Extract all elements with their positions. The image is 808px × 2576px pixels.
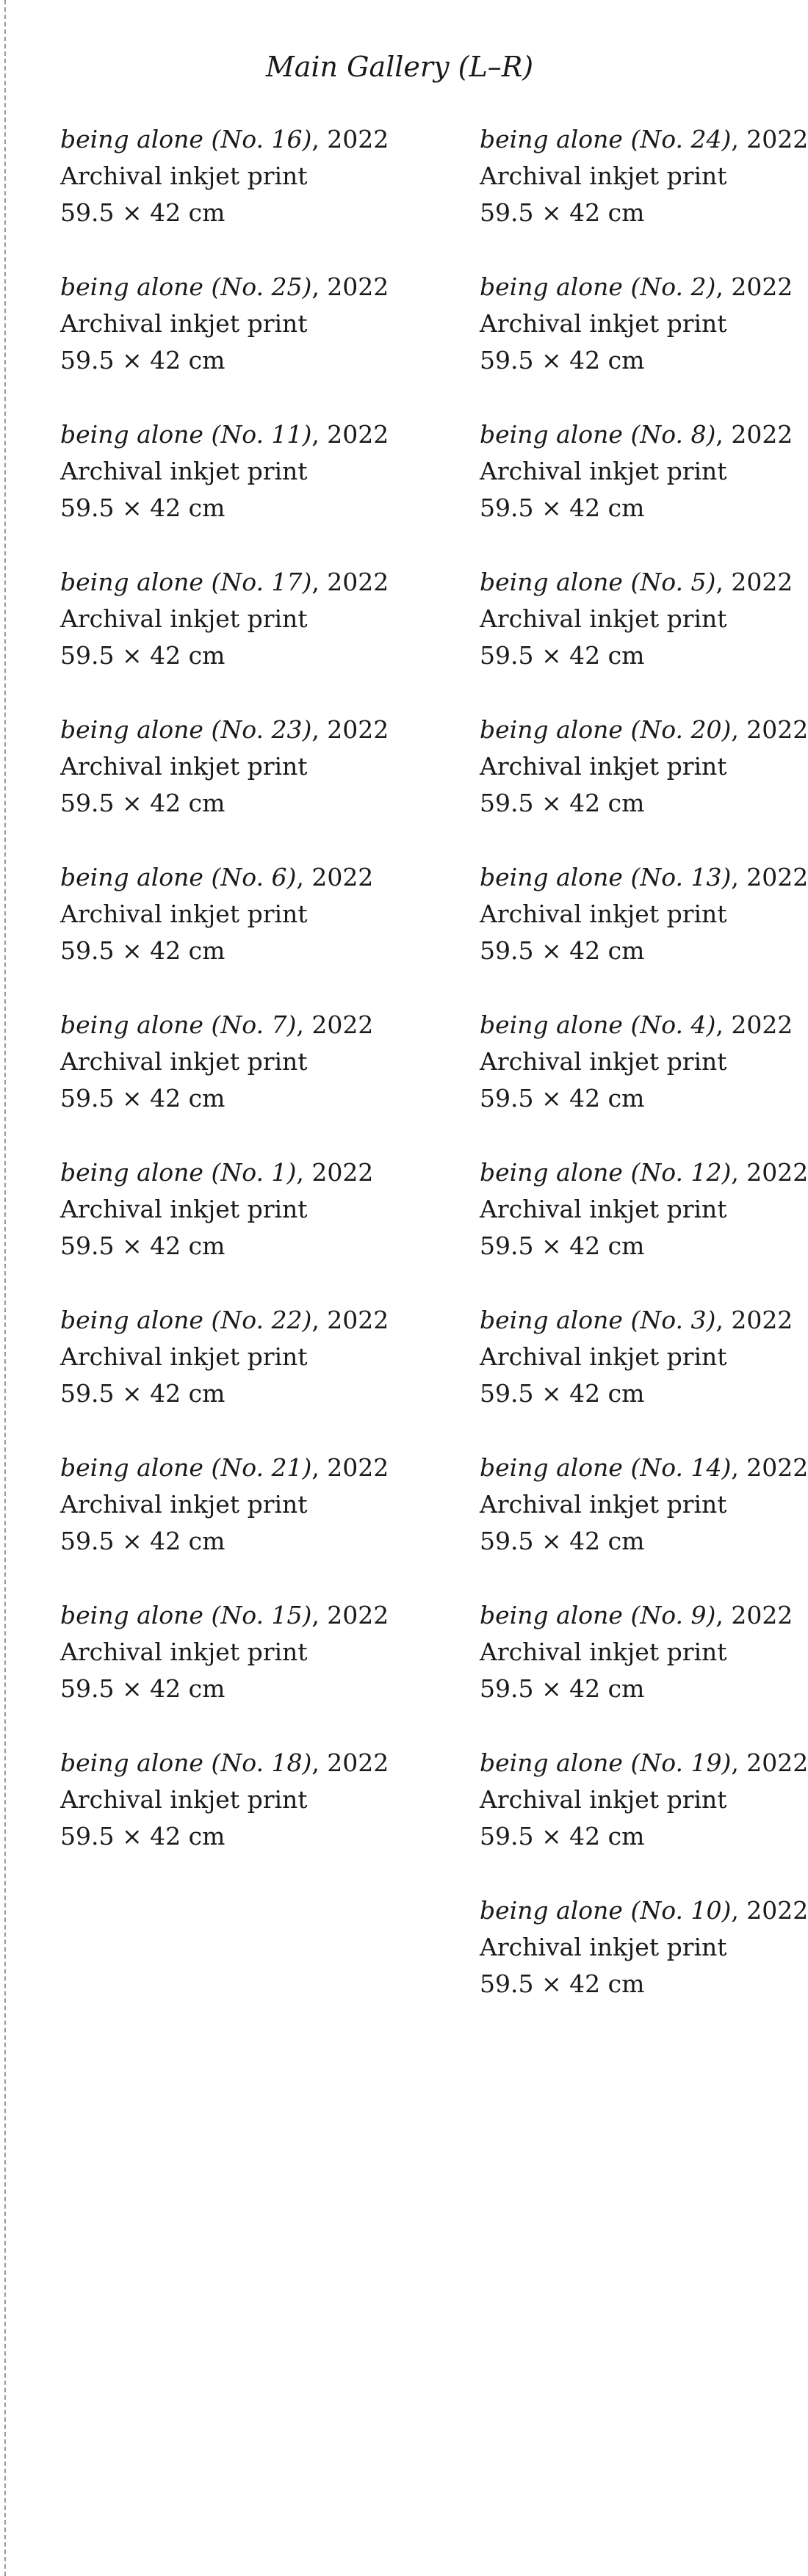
work-title-line bbox=[60, 1597, 480, 1634]
work-title-line bbox=[480, 564, 793, 601]
work-title: being alone (No. 13) bbox=[480, 863, 732, 891]
page-edge-dashed-rule bbox=[4, 0, 6, 2576]
work-title-line bbox=[480, 121, 808, 158]
empty-slot bbox=[60, 1892, 480, 2040]
work-dimensions: 59.5 × 42 cm bbox=[480, 198, 645, 227]
work-year: , 2022 bbox=[296, 1010, 374, 1039]
work-dimensions: 59.5 × 42 cm bbox=[480, 1379, 645, 1408]
work-title: being alone (No. 25) bbox=[60, 272, 312, 301]
work-year: , 2022 bbox=[715, 1306, 793, 1334]
work-entry bbox=[60, 1450, 480, 1597]
work-year: , 2022 bbox=[311, 1453, 389, 1482]
work-year: , 2022 bbox=[296, 863, 374, 891]
work-title: being alone (No. 23) bbox=[60, 715, 312, 744]
work-dimensions: 59.5 × 42 cm bbox=[480, 641, 645, 670]
work-year: , 2022 bbox=[311, 420, 389, 449]
work-entry bbox=[60, 269, 480, 416]
work-entry bbox=[480, 416, 793, 564]
work-title: being alone (No. 2) bbox=[480, 272, 716, 301]
work-dimensions: 59.5 × 42 cm bbox=[60, 1822, 226, 1850]
work-title-line bbox=[480, 1745, 808, 1781]
work-dimensions: 59.5 × 42 cm bbox=[480, 346, 645, 375]
work-title-line bbox=[60, 416, 480, 453]
work-dimensions: 59.5 × 42 cm bbox=[480, 1674, 645, 1703]
work-dimensions: 59.5 × 42 cm bbox=[480, 1969, 645, 1998]
work-entry bbox=[480, 121, 808, 269]
work-entry bbox=[480, 1450, 808, 1597]
work-title: being alone (No. 21) bbox=[60, 1453, 312, 1482]
work-dimensions: 59.5 × 42 cm bbox=[480, 1084, 645, 1112]
works-list bbox=[60, 121, 808, 2040]
work-year: , 2022 bbox=[715, 420, 793, 449]
work-medium: Archival inkjet print bbox=[480, 457, 727, 485]
work-year: , 2022 bbox=[731, 1158, 808, 1187]
work-medium: Archival inkjet print bbox=[60, 1195, 308, 1223]
work-medium: Archival inkjet print bbox=[60, 1342, 308, 1371]
work-title-line bbox=[60, 1450, 480, 1486]
work-title: being alone (No. 9) bbox=[480, 1601, 716, 1629]
work-year: , 2022 bbox=[296, 1158, 374, 1187]
work-year: , 2022 bbox=[731, 125, 808, 153]
work-dimensions: 59.5 × 42 cm bbox=[60, 789, 226, 817]
work-year: , 2022 bbox=[311, 1748, 389, 1777]
work-title-line bbox=[60, 859, 480, 896]
work-year: , 2022 bbox=[731, 1896, 808, 1925]
work-year: , 2022 bbox=[715, 1010, 793, 1039]
work-dimensions: 59.5 × 42 cm bbox=[60, 1084, 226, 1112]
work-year: , 2022 bbox=[311, 1601, 389, 1629]
work-entry bbox=[60, 1745, 480, 1892]
work-entry bbox=[60, 1154, 480, 1302]
work-title: being alone (No. 3) bbox=[480, 1306, 716, 1334]
work-entry bbox=[60, 859, 480, 1007]
work-entry bbox=[60, 121, 480, 269]
work-medium: Archival inkjet print bbox=[60, 457, 308, 485]
work-year: , 2022 bbox=[311, 125, 389, 153]
work-year: , 2022 bbox=[311, 715, 389, 744]
work-title-line bbox=[60, 121, 480, 158]
work-dimensions: 59.5 × 42 cm bbox=[60, 1231, 226, 1260]
work-title-line bbox=[480, 712, 808, 748]
work-dimensions: 59.5 × 42 cm bbox=[480, 493, 645, 522]
work-medium: Archival inkjet print bbox=[480, 309, 727, 338]
work-entry bbox=[480, 1745, 808, 1892]
work-title-line bbox=[480, 1450, 808, 1486]
work-year: , 2022 bbox=[311, 1306, 389, 1334]
work-dimensions: 59.5 × 42 cm bbox=[480, 1822, 645, 1850]
work-year: , 2022 bbox=[731, 715, 808, 744]
work-medium: Archival inkjet print bbox=[60, 309, 308, 338]
work-medium: Archival inkjet print bbox=[60, 604, 308, 633]
work-medium: Archival inkjet print bbox=[60, 162, 308, 190]
work-medium: Archival inkjet print bbox=[60, 1638, 308, 1666]
work-entry bbox=[480, 1007, 793, 1154]
work-title-line bbox=[480, 1597, 793, 1634]
work-title: being alone (No. 12) bbox=[480, 1158, 732, 1187]
work-medium: Archival inkjet print bbox=[480, 752, 727, 781]
work-medium: Archival inkjet print bbox=[480, 604, 727, 633]
work-entry bbox=[480, 564, 793, 712]
work-year: , 2022 bbox=[731, 1453, 808, 1482]
work-title-line bbox=[60, 1302, 480, 1339]
work-title-line bbox=[480, 1154, 808, 1191]
work-title: being alone (No. 14) bbox=[480, 1453, 732, 1482]
work-dimensions: 59.5 × 42 cm bbox=[60, 1379, 226, 1408]
work-title: being alone (No. 15) bbox=[60, 1601, 312, 1629]
work-entry bbox=[480, 1892, 808, 2040]
work-year: , 2022 bbox=[731, 863, 808, 891]
work-dimensions: 59.5 × 42 cm bbox=[480, 1231, 645, 1260]
work-title: being alone (No. 20) bbox=[480, 715, 732, 744]
work-entry bbox=[60, 1302, 480, 1450]
work-title: being alone (No. 6) bbox=[60, 863, 297, 891]
work-dimensions: 59.5 × 42 cm bbox=[60, 1674, 226, 1703]
work-entry bbox=[480, 712, 808, 859]
work-dimensions: 59.5 × 42 cm bbox=[480, 936, 645, 965]
work-title: being alone (No. 11) bbox=[60, 420, 312, 449]
work-entry bbox=[480, 859, 808, 1007]
work-medium: Archival inkjet print bbox=[60, 900, 308, 928]
work-entry bbox=[480, 1597, 793, 1745]
work-dimensions: 59.5 × 42 cm bbox=[60, 346, 226, 375]
work-medium: Archival inkjet print bbox=[480, 1195, 727, 1223]
work-year: , 2022 bbox=[311, 568, 389, 596]
work-dimensions: 59.5 × 42 cm bbox=[60, 936, 226, 965]
work-title: being alone (No. 4) bbox=[480, 1010, 716, 1039]
work-dimensions: 59.5 × 42 cm bbox=[60, 198, 226, 227]
work-title: being alone (No. 16) bbox=[60, 125, 312, 153]
work-entry bbox=[60, 416, 480, 564]
work-year: , 2022 bbox=[731, 1748, 808, 1777]
work-title-line bbox=[60, 269, 480, 305]
work-title: being alone (No. 24) bbox=[480, 125, 732, 153]
work-medium: Archival inkjet print bbox=[480, 1490, 727, 1519]
work-title-line bbox=[60, 712, 480, 748]
work-entry bbox=[480, 1154, 808, 1302]
work-title: being alone (No. 22) bbox=[60, 1306, 312, 1334]
work-title-line bbox=[480, 1007, 793, 1043]
work-medium: Archival inkjet print bbox=[480, 1638, 727, 1666]
work-title-line bbox=[60, 564, 480, 601]
work-medium: Archival inkjet print bbox=[480, 900, 727, 928]
work-title: being alone (No. 18) bbox=[60, 1748, 312, 1777]
work-title-line bbox=[60, 1154, 480, 1191]
work-entry bbox=[60, 712, 480, 859]
work-title: being alone (No. 1) bbox=[60, 1158, 297, 1187]
work-dimensions: 59.5 × 42 cm bbox=[60, 641, 226, 670]
work-year: , 2022 bbox=[311, 272, 389, 301]
work-title-line bbox=[480, 859, 808, 896]
work-entry bbox=[60, 564, 480, 712]
work-dimensions: 59.5 × 42 cm bbox=[60, 1527, 226, 1555]
work-medium: Archival inkjet print bbox=[480, 1342, 727, 1371]
work-title: being alone (No. 17) bbox=[60, 568, 312, 596]
work-title-line bbox=[480, 1892, 808, 1929]
work-title-line bbox=[480, 269, 793, 305]
work-medium: Archival inkjet print bbox=[480, 1047, 727, 1076]
work-title-line bbox=[60, 1745, 480, 1781]
work-medium: Archival inkjet print bbox=[480, 1933, 727, 1961]
work-medium: Archival inkjet print bbox=[480, 1785, 727, 1814]
work-medium: Archival inkjet print bbox=[60, 1490, 308, 1519]
work-title: being alone (No. 10) bbox=[480, 1896, 732, 1925]
work-medium: Archival inkjet print bbox=[60, 1785, 308, 1814]
work-dimensions: 59.5 × 42 cm bbox=[60, 493, 226, 522]
work-year: , 2022 bbox=[715, 272, 793, 301]
work-entry bbox=[60, 1597, 480, 1745]
work-medium: Archival inkjet print bbox=[60, 1047, 308, 1076]
work-entry bbox=[480, 269, 793, 416]
work-dimensions: 59.5 × 42 cm bbox=[480, 1527, 645, 1555]
work-entry bbox=[480, 1302, 793, 1450]
work-title: being alone (No. 7) bbox=[60, 1010, 297, 1039]
work-medium: Archival inkjet print bbox=[60, 752, 308, 781]
work-title-line bbox=[480, 416, 793, 453]
work-title: being alone (No. 5) bbox=[480, 568, 716, 596]
work-year: , 2022 bbox=[715, 568, 793, 596]
work-year: , 2022 bbox=[715, 1601, 793, 1629]
work-title-line bbox=[480, 1302, 793, 1339]
work-title: being alone (No. 19) bbox=[480, 1748, 732, 1777]
work-dimensions: 59.5 × 42 cm bbox=[480, 789, 645, 817]
work-title: being alone (No. 8) bbox=[480, 420, 716, 449]
work-title-line bbox=[60, 1007, 480, 1043]
work-medium: Archival inkjet print bbox=[480, 162, 727, 190]
page-title: Main Gallery (L–R) bbox=[265, 51, 534, 83]
work-entry bbox=[60, 1007, 480, 1154]
